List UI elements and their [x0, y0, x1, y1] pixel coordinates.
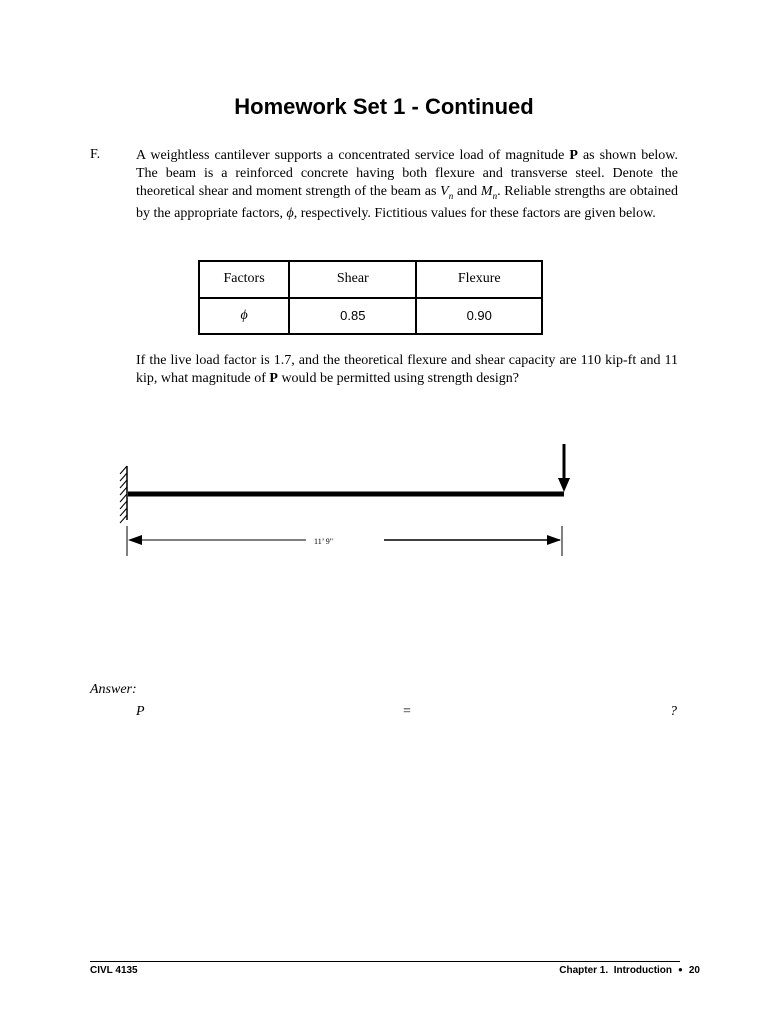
load-arrow	[558, 444, 570, 492]
answer-variable: P	[136, 704, 145, 719]
table-header-factors: Factors	[199, 261, 289, 298]
problem-text-4: , respectively. Fictitious values for these factors are given below.	[293, 206, 656, 222]
footer-course: CIVL 4135	[90, 965, 138, 976]
dimension-line	[127, 526, 562, 556]
dimension-arrow-left	[128, 535, 142, 545]
table-header-shear: Shear	[289, 261, 416, 298]
answer-value: ?	[670, 704, 677, 719]
question-text-2: would be permitted using strength design?	[277, 371, 520, 387]
footer-divider	[90, 961, 680, 962]
footer-chapter	[559, 965, 700, 976]
answer-label: Answer:	[90, 682, 137, 697]
question-load-symbol: P	[269, 371, 278, 387]
moment-strength-symbol: $M_n$	[480, 184, 498, 202]
table-header-row	[199, 261, 542, 298]
problem-statement	[136, 147, 678, 224]
load-symbol: P	[569, 148, 578, 163]
problem-text-and: and	[453, 184, 481, 200]
fixed-support-hatching	[120, 466, 127, 523]
bullet-icon: ●	[678, 965, 683, 974]
question-text-1: If the live load factor is 1.7, and the theoretical flexure and shear capacity are 110 kip-ft and 11 kip, what magnitude of	[136, 353, 678, 387]
factors-table	[198, 260, 543, 335]
footer-page-number: 20	[688, 965, 700, 976]
table-header-flexure: Flexure	[416, 261, 542, 298]
problem-text-1: A weightless cantilever supports a concentrated service load of magnitude	[136, 148, 570, 163]
problem-text-2: as shown below. The beam is a reinforced concrete having both flexure and transverse steel. Denote the theoretical shear and moment strength of the beam as	[136, 148, 679, 200]
answer-equals: =	[403, 704, 411, 719]
cantilever-diagram	[110, 438, 580, 563]
dimension-arrow-right	[547, 535, 561, 545]
table-cell-shear-value: 0.85	[289, 298, 416, 335]
span-length-label: 11’ 9"	[314, 537, 334, 546]
phi-symbol: ϕ	[286, 206, 294, 222]
question-text	[136, 352, 678, 388]
table-cell-flexure-value: 0.90	[416, 298, 542, 335]
table-cell-phi: ϕ	[199, 298, 289, 335]
problem-label: F.	[90, 147, 101, 162]
problem-text-3: . Reliable strengths are obtained by the appropriate factors,	[136, 184, 679, 222]
shear-strength-symbol: $V_n$	[440, 184, 454, 202]
footer-chapter-title: Chapter 1. Introduction	[559, 965, 673, 976]
page-title: Homework Set 1 - Continued	[234, 94, 534, 119]
table-row	[199, 298, 542, 335]
